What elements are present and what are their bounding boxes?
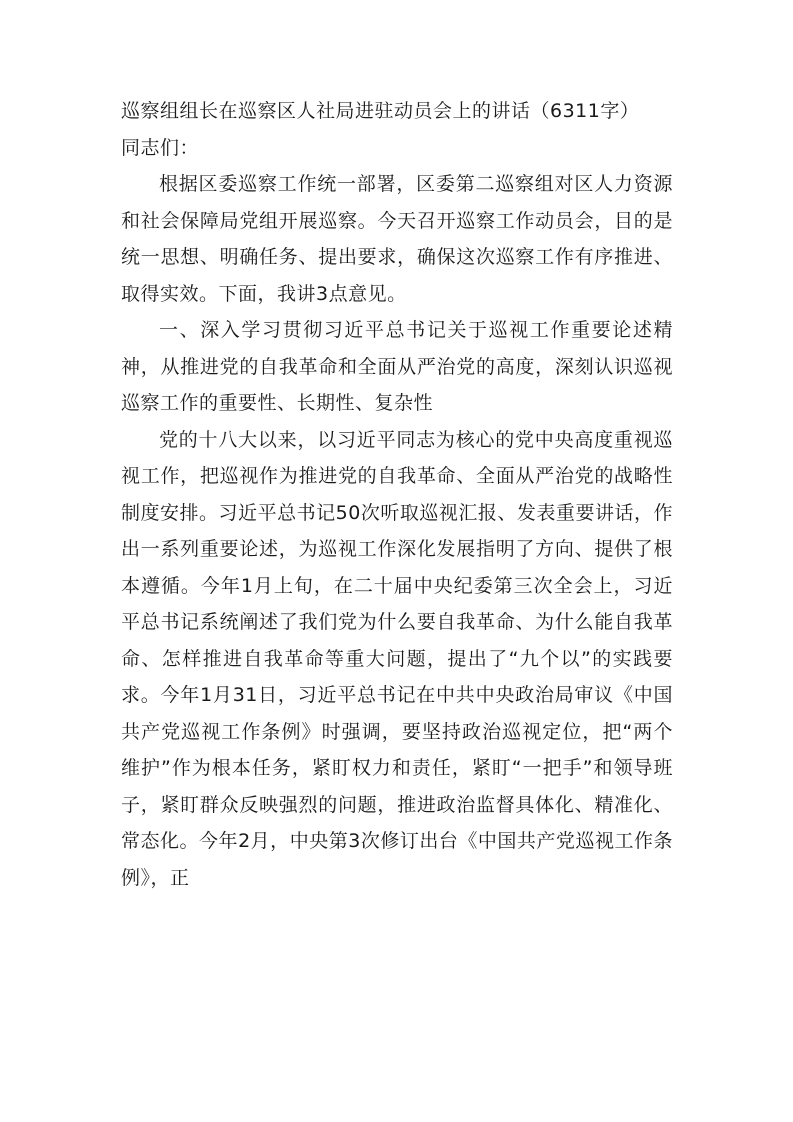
salutation: 同志们： <box>121 136 200 159</box>
paragraph-intro: 根据区委巡察工作统一部署，区委第二巡察组对区人力资源和社会保障局党组开展巡察。今天召开巡察工作动员会，目的是统一思想、明确任务、提出要求，确保这次巡察工作有序推进、取得实效。下面，我讲3点意见。 <box>121 173 673 305</box>
document-body <box>121 93 673 896</box>
document-title: 巡察组组长在巡察区人社局进驻动员会上的讲话（6311字） <box>121 100 640 122</box>
paragraph-body: 党的十八大以来，以习近平同志为核心的党中央高度重视巡视工作，把巡视作为推进党的自我革命、全面从严治党的战略性制度安排。习近平总书记50次听取巡视汇报、发表重要讲话，作出一系列重要论述，为巡视工作深化发展指明了方向、提供了根本遵循。今年1月上旬，在二十届中央纪委第三次全会上，习近平总书记系统阐述了我们党为什么要自我革命、为什么能自我革命、怎样推进自我革命等重大问题，提出了“九个以”的实践要求。今年1月31日，习近平总书记在中共中央政治局审议《中国共产党巡视工作条例》时强调，要坚持政治巡视定位，把“两个维护”作为根本任务，紧盯权力和责任，紧盯“一把手”和领导班子，紧盯群众反映强烈的问题，推进政治监督具体化、精准化、常态化。今年2月，中央第3次修订出台《中国共产党巡视工作条例》，正 <box>121 428 673 889</box>
section-heading-1: 一、深入学习贯彻习近平总书记关于巡视工作重要论述精神，从推进党的自我革命和全面从严治党的高度，深刻认识巡视巡察工作的重要性、长期性、复杂性 <box>121 319 673 414</box>
